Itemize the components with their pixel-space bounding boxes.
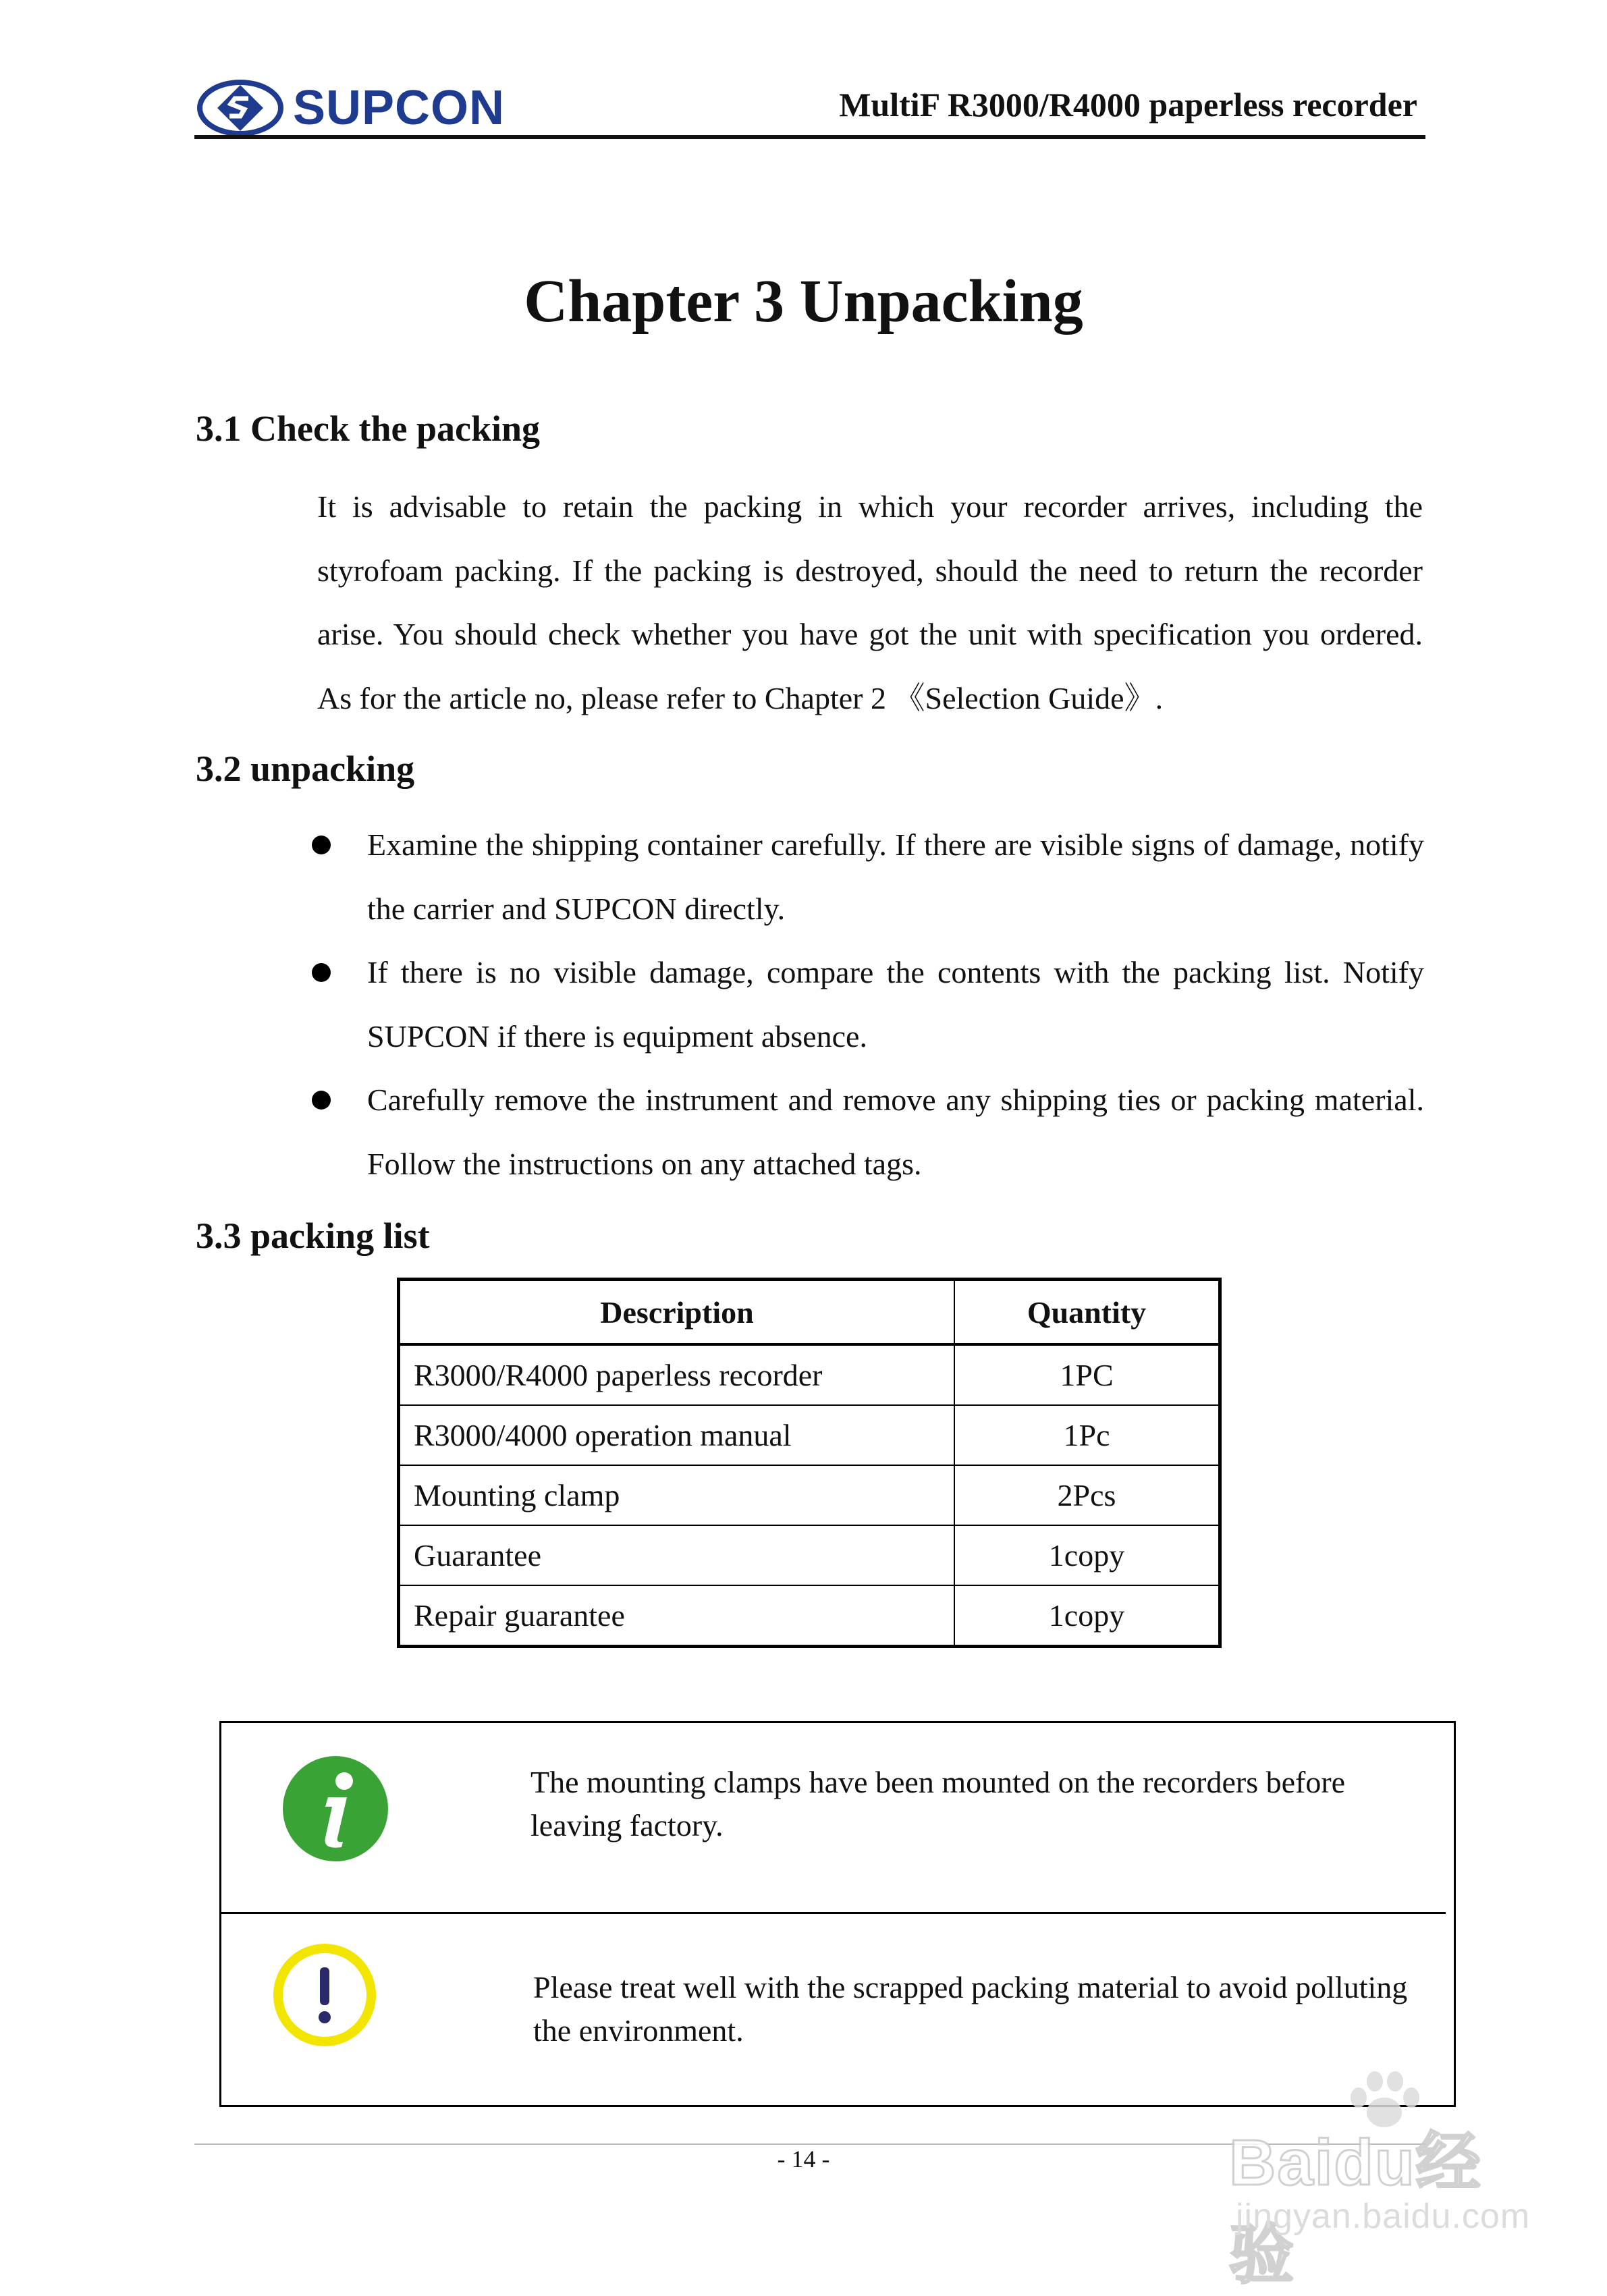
table-row [399,1585,1220,1647]
column-header-description: Description [399,1280,955,1345]
table-row [399,1525,1220,1585]
chapter-title: Chapter 3 Unpacking [524,268,1083,335]
bullet-icon [312,1091,331,1110]
cell-description: Guarantee [399,1525,955,1585]
cell-description: R3000/R4000 paperless recorder [399,1344,955,1405]
packing-list-table [397,1278,1222,1648]
cell-description: Repair guarantee [399,1585,955,1647]
page-number: - 14 - [777,2145,830,2172]
note-environment: Please treat well with the scrapped packing material to avoid polluting the environment. [533,1970,1408,2048]
check-packing-paragraph: It is advisable to retain the packing in which your recorder arrives, including the styrofoam packing. If the packing is destroyed, should the need to return the recorder arise. You should check whether you have got the unit with specification you ordered. As for the article no, please refer to Chapter 2 《Selection Guide》. [317,489,1454,715]
warning-icon [270,1940,379,2050]
watermark-url: jingyan.baidu.com [1236,2197,1531,2236]
table-row [399,1344,1220,1405]
info-icon [281,1754,390,1863]
note-mounting-clamps: The mounting clamps have been mounted on the recorders before leaving factory. [530,1765,1346,1842]
document-title: MultiF R3000/R4000 paperless recorder [839,86,1417,124]
header-rule [194,135,1425,139]
cell-quantity: 1PC [954,1344,1220,1405]
bullet-text: Examine the shipping container carefully. If there are visible signs of damage, notify the carrier and SUPCON directly. [367,827,1424,926]
table-row [399,1465,1220,1525]
column-header-quantity: Quantity [954,1280,1220,1345]
bullet-icon [312,836,331,854]
cell-quantity: 1copy [954,1525,1220,1585]
bullet-text: If there is no visible damage, compare the contents with the packing list. Notify SUPCON if there is equipment absence. [367,955,1424,1054]
watermark-brand: Baidu经验 [1229,2127,1482,2291]
section-heading-packing-list: 3.3 packing list [196,1215,430,1256]
list-item [312,1068,1424,1196]
supcon-logo-icon [197,78,283,138]
section-heading-unpacking: 3.2 unpacking [196,748,415,789]
cell-description: R3000/4000 operation manual [399,1405,955,1465]
section-heading-check-packing: 3.1 Check the packing [196,408,541,449]
list-item [312,941,1424,1068]
supcon-logo [197,76,505,140]
baidu-watermark [1229,2071,1531,2291]
bullet-text: Carefully remove the instrument and remove any shipping ties or packing material. Follow the instructions on any attached tags. [367,1083,1424,1181]
bullet-icon [312,963,331,982]
notes-box [219,1721,1456,2107]
cell-quantity: 1Pc [954,1405,1220,1465]
table-header-row [399,1280,1220,1345]
cell-quantity: 2Pcs [954,1465,1220,1525]
note-divider [221,1912,1446,1914]
table-row [399,1405,1220,1465]
unpacking-bullet-list [312,813,1424,1196]
cell-quantity: 1copy [954,1585,1220,1647]
brand-name: SUPCON [293,81,506,135]
cell-description: Mounting clamp [399,1465,955,1525]
list-item [312,813,1424,941]
